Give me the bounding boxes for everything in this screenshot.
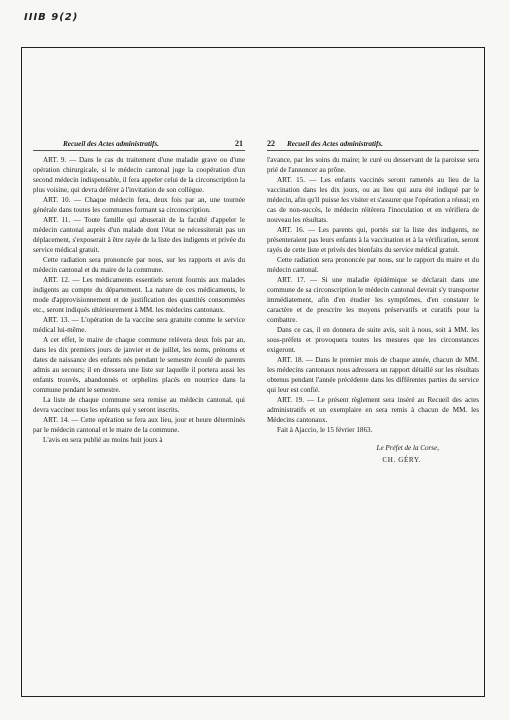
article-paragraph: ART. 18. — Dans le premier mois de chaque année, chacun de MM. les médecins cantonaux nous adressera un rapport détaillé sur les résultats obtenus pendant l'année précédente dans les différentes parties du service qui leur est confié.: [267, 356, 479, 394]
right-header-title: Recueil des Actes administratifs.: [287, 140, 383, 148]
article-paragraph: ART. 13. — L'opération de la vaccine sera gratuite comme le service médical lui-même.: [33, 316, 245, 334]
article-paragraph: ART. 11. — Toute famille qui abuserait de la faculté d'appeler le médecin cantonal auprès d'un malade dont l'état ne nécessiterait pas un déplacement, s'exposerait à être rayée de la liste des indigents et privée du service médical gratuit.: [33, 216, 245, 254]
article-paragraph: ART. 16. — Les parents qui, portés sur la liste des indigents, ne présenteraient pas leurs enfants à la vaccination et à la vérification, seront rayés de cette liste et privés des bienfaits du service médical gratuit.: [267, 226, 479, 254]
right-page-header: [267, 139, 479, 151]
archive-reference: IIIB 9(2): [24, 12, 79, 23]
article-paragraph: ART. 12. — Les médicaments essentiels seront fournis aux malades indigents au compte du département. La nature de ces médicaments, le mode d'approvisionnement et de justification des quantités consommées etc., seront indiqués ultérieurement à MM. les médecins cantonaux.: [33, 276, 245, 314]
article-paragraph: ART. 9. — Dans le cas du traitement d'une maladie grave ou d'une opération chirurgicale, si le médecin cantonal juge la coopération d'un second médecin indispensable, il fera appeler celui de la circonscription la plus voisine, qui devra déférer à l'invitation de son collègue.: [33, 156, 245, 194]
article-paragraph: l'avance, par les soins du maire; le curé ou desservant de la paroisse sera prié de l'annoncer au prône.: [267, 156, 479, 174]
article-paragraph: ART. 14. — Cette opération se fera aux lieu, jour et heure déterminés par le médecin cantonal et le maire de la commune.: [33, 416, 245, 434]
signature-title: Le Préfet de la Corse,: [376, 444, 439, 452]
open-pages: [33, 139, 479, 609]
article-paragraph: Cette radiation sera prononcée par nous, sur le rapport du maire et du médecin cantonal.: [267, 256, 479, 274]
right-page-number: 22: [267, 139, 275, 148]
article-paragraph: ART. 10. — Chaque médecin fera, deux fois par an, une tournée générale dans toutes les communes formant sa circonscription.: [33, 196, 245, 214]
article-paragraph: L'avis en sera publié au moins huit jours à: [43, 436, 163, 444]
date-line: Fait à Ajaccio, le 15 février 1863.: [277, 426, 373, 434]
left-page-number: 21: [235, 139, 243, 148]
article-paragraph: ART. 17. — Si une maladie épidémique se déclarait dans une commune de sa circonscription le médecin cantonal devrait s'y transporter immédiatement, afin d'en étudier les symptômes, d'en constater le caractère et de prescrire les moyens préservatifs et curatifs pour la combattre.: [267, 276, 479, 324]
article-paragraph: A cet effet, le maire de chaque commune relèvera deux fois par an, dans les dix premiers jours de janvier et de juillet, les noms, prénoms et dates de naissance des enfants nés pendant le semestre écoulé de parents admis au secours; il en dressera une liste sur laquelle il portera aussi les enfants trouvés, abandonnés et orphelins placés en nourrice dans la commune pendant le semestre.: [33, 336, 245, 394]
article-paragraph: La liste de chaque commune sera remise au médecin cantonal, qui devra vacciner tous les enfants qui y seront inscrits.: [33, 396, 245, 414]
article-paragraph: Cette radiation sera prononcée par nous, sur les rapports et avis du médecin cantonal et du maire de la commune.: [33, 256, 245, 274]
right-page: [267, 139, 479, 465]
signature-name: CH. GÉRY.: [382, 456, 421, 464]
article-paragraph: Dans ce cas, il en donnera de suite avis, soit à nous, soit à MM. les sous-préfets et provoquera toutes les mesures que les circonstances exigeront.: [267, 326, 479, 354]
article-paragraph: ART. 19. — Le présent règlement sera inséré au Recueil des actes administratifs et un exemplaire en sera remis à chacun de MM. les Médecins cantonaux.: [267, 396, 479, 424]
left-page-header: [33, 139, 245, 151]
article-paragraph: ART. 15. — Les enfants vaccinés seront ramenés au lieu de la vaccination dans les dix jours, ou au lieu qui aura été indiqué par le médecin, afin qu'il puisse les visiter et s'assurer que l'opération a réussi; en cas de non-succès, le médecin réitèrera l'inoculation et en vérifiera de nouveau les résultats.: [267, 176, 479, 224]
left-page: [33, 139, 245, 445]
left-header-title: Recueil des Actes administratifs.: [63, 140, 159, 148]
